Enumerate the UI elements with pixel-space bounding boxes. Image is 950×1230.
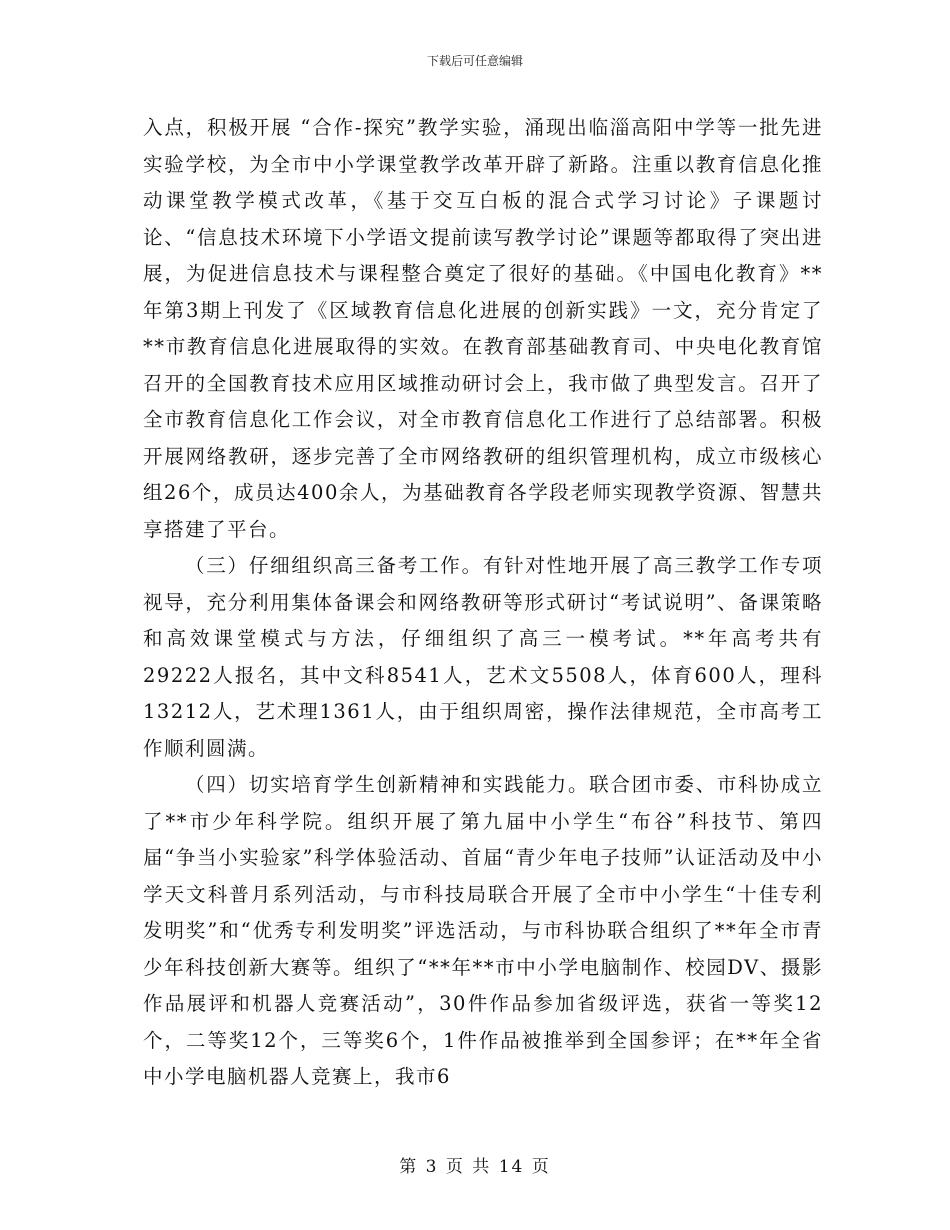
paragraph-section-4: （四）切实培育学生创新精神和实践能力。联合团市委、市科协成立了**市少年科学院。组织开展了第九届中小学生“布谷”科技节、第四届“争当小实验家”科学体验活动、首届“青少年电子技师”认证活动及中小学天文科普月系列活动，与市科技局联合开展了全市中小学生“十佳专利发明奖”和“优秀专利发明奖”评选活动，与市科协联合组织了**年全市青少年科技创新大赛等。组织了“**年**市中小学电脑制作、校园DV、摄影作品展评和机器人竞赛活动”，30件作品参加省级评选，获省一等奖12个，二等奖12个，三等奖6个，1件作品被推举到全国参评；在**年全省中小学电脑机器人竞赛上，我市6 bbox=[143, 773, 823, 1088]
page-footer: 第 3 页 共 14 页 bbox=[399, 1157, 551, 1177]
paragraph-section-3: （三）仔细组织高三备考工作。有针对性地开展了高三教学工作专项视导，充分利用集体备课会和网络教研等形式研讨“考试说明”、备课策略和高效课堂模式与方法，仔细组织了高三一模考试。**年高考共有29222人报名，其中文科8541人，艺术文5508人，体育600人，理科13212人，艺术理1361人，由于组织周密，操作法律规范，全市高考工作顺利圆满。 bbox=[143, 554, 823, 760]
page-header: 下载后可任意编辑 bbox=[426, 54, 523, 68]
document-body bbox=[143, 110, 823, 1096]
paragraph-continuation: 入点，积极开展 “合作-探究”教学实验，涌现出临淄高阳中学等一批先进实验学校，为全市中小学课堂教学改革开辟了新路。注重以教育信息化推动课堂教学模式改革，《基于交互白板的混合式学习讨论》子课题讨论、“信息技术环境下小学语文提前读写教学讨论”课题等都取得了突出进展，为促进信息技术与课程整合奠定了很好的基础。《中国电化教育》**年第3期上刊发了《区域教育信息化进展的创新实践》一文，充分肯定了**市教育信息化进展取得的实效。在教育部基础教育司、中央电化教育馆召开的全国教育技术应用区域推动研讨会上，我市做了典型发言。召开了全市教育信息化工作会议，对全市教育信息化工作进行了总结部署。积极开展网络教研，逐步完善了全市网络教研的组织管理机构，成立市级核心组26个，成员达400余人，为基础教育各学段老师实现教学资源、智慧共享搭建了平台。 bbox=[143, 116, 823, 541]
